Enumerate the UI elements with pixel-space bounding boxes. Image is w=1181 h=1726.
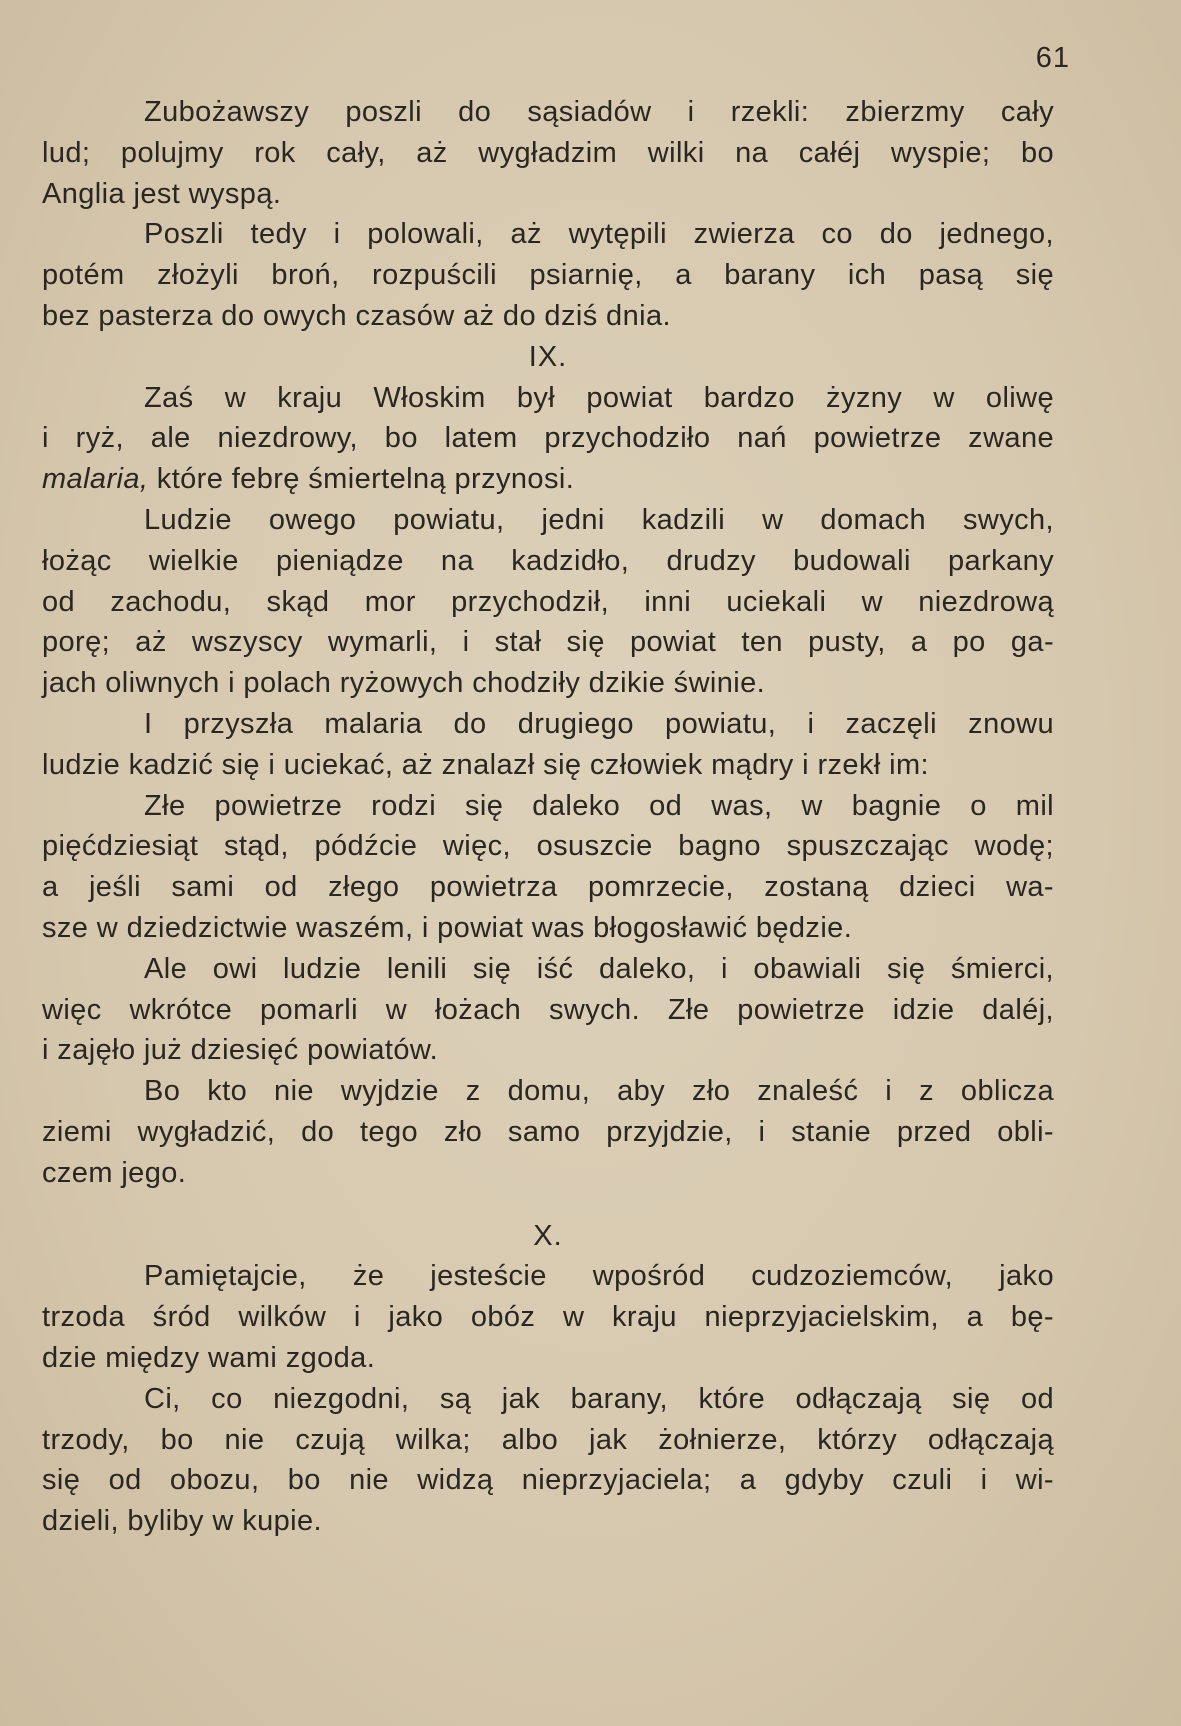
- page-number: 61: [1035, 42, 1070, 74]
- paragraph: [42, 786, 1054, 949]
- body-text: [42, 92, 1054, 1542]
- paragraph: [42, 704, 1054, 786]
- paragraph: [42, 949, 1054, 1071]
- text-line: pięćdziesiąt stąd, pódźcie więc, osuszcie bagno spuszczając wodę;: [42, 830, 1054, 863]
- text-line: trzody, bo nie czują wilka; albo jak żołnierze, którzy odłączają: [42, 1423, 1054, 1456]
- text-line: porę; aż wszyscy wymarli, i stał się powiat ten pusty, a po ga-: [42, 626, 1054, 659]
- paragraph: [42, 1379, 1054, 1542]
- paragraph: [42, 1256, 1054, 1378]
- section: [42, 92, 1054, 337]
- paragraph: [42, 378, 1054, 500]
- text-line: czem jego.: [42, 1156, 187, 1189]
- section: [42, 337, 1054, 1194]
- text-line: łożąc wielkie pieniądze na kadzidło, drudzy budowali parkany: [42, 544, 1054, 577]
- text-line: Zaś w kraju Włoskim był powiat bardzo żyzny w oliwę: [144, 381, 1054, 414]
- text-line: się od obozu, bo nie widzą nieprzyjaciela; a gdyby czuli i wi-: [42, 1464, 1054, 1497]
- text-line: Bo kto nie wyjdzie z domu, aby zło znaleść i z oblicza: [144, 1075, 1054, 1108]
- text-line: lud; polujmy rok cały, aż wygładzim wilki na całéj wyspie; bo: [42, 136, 1054, 169]
- text-line: Poszli tedy i polowali, aż wytępili zwierza co do jednego,: [144, 218, 1054, 251]
- text-line: trzoda śród wilków i jako obóz w kraju nieprzyjacielskim, a bę-: [42, 1301, 1054, 1334]
- paragraph: [42, 1071, 1054, 1193]
- text-line: Złe powietrze rodzi się daleko od was, w bagnie o mil: [144, 789, 1054, 822]
- text-line: Zubożawszy poszli do sąsiadów i rzekli: zbierzmy cały: [144, 96, 1054, 128]
- text-line: sze w dziedzictwie waszém, i powiat was błogosławić będzie.: [42, 911, 853, 944]
- text-line: Ci, co niezgodni, są jak barany, które odłączają się od: [144, 1382, 1054, 1415]
- text-line: Pamiętajcie, że jesteście wpośród cudzoziemców, jako: [144, 1260, 1054, 1293]
- text-line: ludzie kadzić się i uciekać, aż znalazł się człowiek mądry i rzekł im:: [42, 748, 930, 781]
- text-line: potém złożyli broń, rozpuścili psiarnię, a barany ich pasą się: [42, 259, 1054, 292]
- text-line: i zajęło już dziesięć powiatów.: [42, 1034, 439, 1067]
- text-line: malaria, które febrę śmiertelną przynosi.: [42, 463, 575, 496]
- italic-term: malaria,: [42, 463, 149, 496]
- text-line: dzie między wami zgoda.: [42, 1341, 376, 1374]
- text-line: jach oliwnych i polach ryżowych chodziły dzikie świnie.: [42, 667, 766, 700]
- paragraph: [42, 214, 1054, 336]
- text-line: od zachodu, skąd mor przychodził, inni uciekali w niezdrową: [42, 585, 1054, 618]
- section-heading: X.: [533, 1219, 563, 1252]
- paragraph: [42, 500, 1054, 704]
- paragraph: [42, 92, 1054, 214]
- text-line: I przyszła malaria do drugiego powiatu, i zaczęli znowu: [144, 707, 1054, 740]
- text-line: i ryż, ale niezdrowy, bo latem przychodziło nań powietrze zwane: [42, 422, 1054, 455]
- section-heading: IX.: [528, 340, 568, 373]
- text-line: ziemi wygładzić, do tego zło samo przyjdzie, i stanie przed obli-: [42, 1115, 1054, 1148]
- section: [42, 1216, 1054, 1542]
- text-line: Ludzie owego powiatu, jedni kadzili w domach swych,: [144, 503, 1054, 536]
- text-line: Anglia jest wyspą.: [42, 177, 282, 210]
- text-line: a jeśli sami od złego powietrza pomrzecie, zostaną dzieci wa-: [42, 871, 1054, 904]
- text-line: więc wkrótce pomarli w łożach swych. Złe powietrze idzie daléj,: [42, 993, 1054, 1026]
- text-line: dzieli, byliby w kupie.: [42, 1505, 322, 1538]
- text-line: bez pasterza do owych czasów aż do dziś dnia.: [42, 299, 671, 332]
- text-line: Ale owi ludzie lenili się iść daleko, i obawiali się śmierci,: [144, 952, 1054, 985]
